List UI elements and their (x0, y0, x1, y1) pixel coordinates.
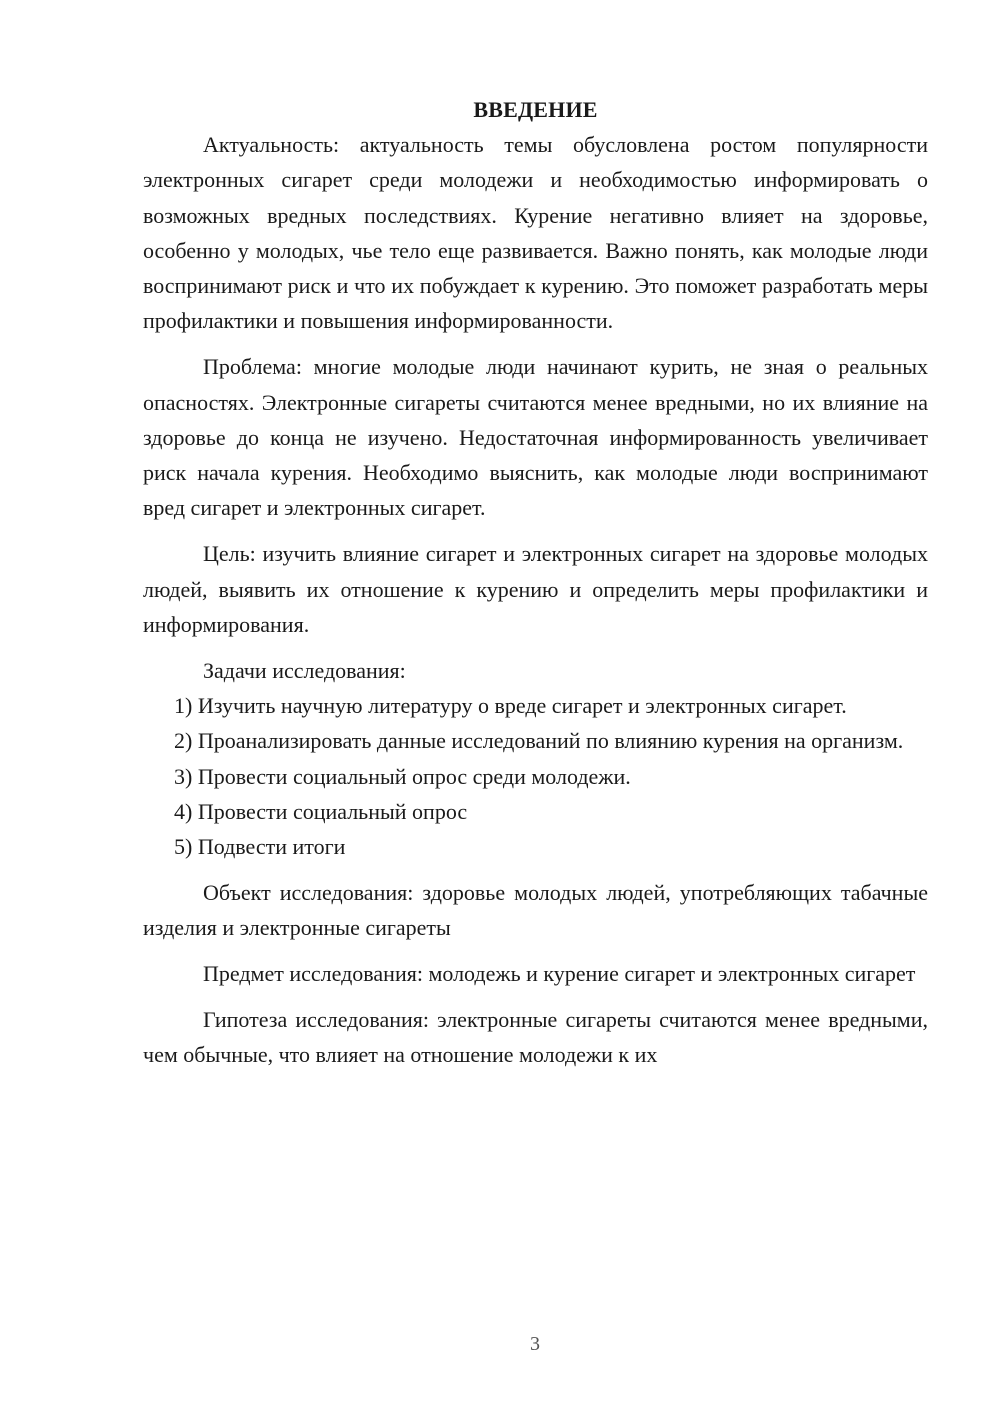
task-item-1: 1) Изучить научную литературу о вреде сигарет и электронных сигарет. (174, 692, 847, 718)
paragraph-hypothesis: Гипотеза исследования: электронные сигареты считаются менее вредными, чем обычные, что влияет на отношение молодежи к их (143, 1006, 928, 1068)
task-item-2: 2) Проанализировать данные исследований по влиянию курения на организм. (174, 728, 904, 754)
task-item-4: 4) Провести социальный опрос (174, 798, 468, 824)
task-item-3: 3) Провести социальный опрос среди молодежи. (174, 763, 631, 789)
paragraph-object: Объект исследования: здоровье молодых людей, употребляющих табачные изделия и электронные сигареты (143, 879, 928, 941)
page-number: 3 (530, 1333, 540, 1355)
paragraph-tasks-title: Задачи исследования: (203, 657, 406, 683)
paragraph-goal: Цель: изучить влияние сигарет и электронных сигарет на здоровье молодых людей, выявить их отношение к курению и определить меры профилактики и информирования. (143, 541, 928, 637)
task-item-5: 5) Подвести итоги (174, 834, 346, 860)
document-body (143, 92, 928, 1072)
section-heading: ВВЕДЕНИЕ (473, 97, 598, 122)
paragraph-subject: Предмет исследования: молодежь и курение сигарет и электронных сигарет (203, 961, 916, 987)
paragraph-problem: Проблема: многие молодые люди начинают курить, не зная о реальных опасностях. Электронные сигареты считаются менее вредными, но их влияние на здоровье до конца не изучено. Недостаточная информированность увеличивает риск начала курения. Необходимо выяснить, как молодые люди воспринимают вред сигарет и электронных сигарет. (143, 354, 928, 521)
paragraph-relevance: Актуальность: актуальность темы обусловлена ростом популярности электронных сигарет среди молодежи и необходимостью информировать о возможных вредных последствиях. Курение негативно влияет на здоровье, особенно у молодых, чье тело еще развивается. Важно понять, как молодые люди воспринимают риск и что их побуждает к курению. Это поможет разработать меры профилактики и повышения информированности. (143, 132, 928, 334)
